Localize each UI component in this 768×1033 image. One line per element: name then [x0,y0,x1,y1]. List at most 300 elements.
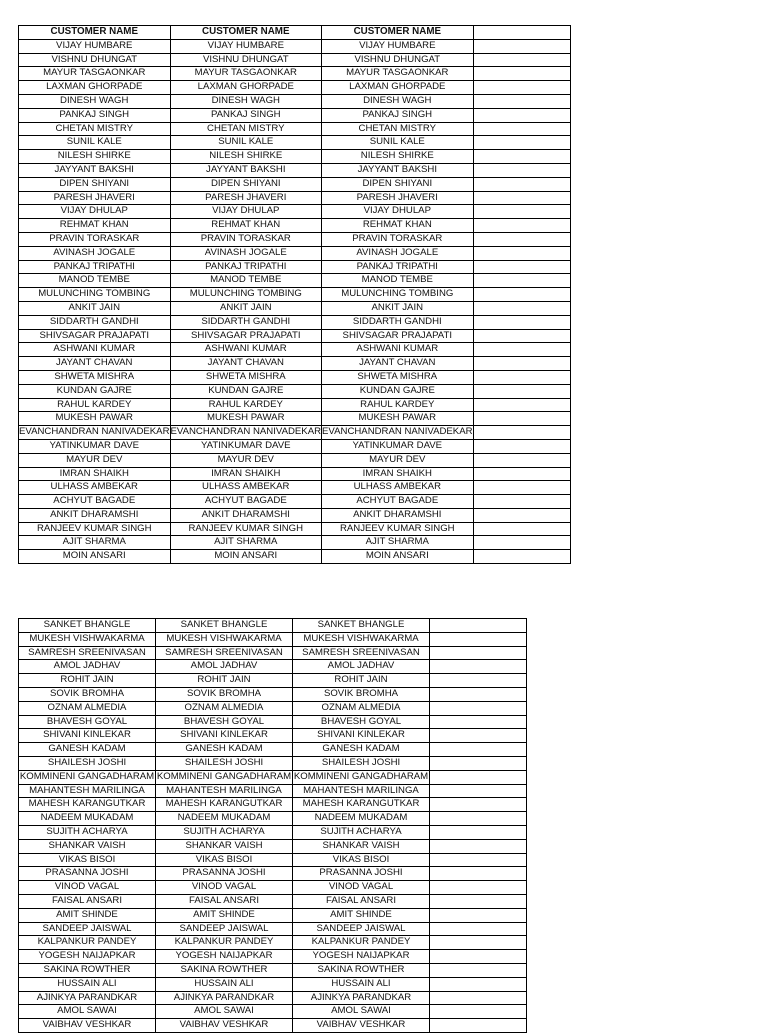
table-cell[interactable]: MAHANTESH MARILINGA [19,784,156,798]
table-cell[interactable]: KALPANKUR PANDEY [293,936,430,950]
table-cell[interactable]: MAHANTESH MARILINGA [293,784,430,798]
table-cell[interactable] [473,67,570,81]
table-cell[interactable]: AMIT SHINDE [19,908,156,922]
table-cell[interactable]: SHWETA MISHRA [19,370,171,384]
table-cell[interactable]: SHIVSAGAR PRAJAPATI [322,329,474,343]
table-cell[interactable]: ANKIT DHARAMSHI [19,508,171,522]
table-row [19,315,571,329]
table-cell[interactable]: PANKAJ SINGH [170,108,322,122]
table-cell[interactable]: YATINKUMAR DAVE [322,439,474,453]
table-cell[interactable]: ASHWANI KUMAR [19,343,171,357]
table-cell[interactable] [473,177,570,191]
table-cell[interactable]: VIJAY DHULAP [170,205,322,219]
table-cell[interactable]: CHETAN MISTRY [322,122,474,136]
table-cell[interactable] [473,163,570,177]
table-cell[interactable]: SHIVANI KINLEKAR [293,729,430,743]
table-cell[interactable] [473,426,570,440]
table-row [19,94,571,108]
table-cell[interactable]: MULUNCHING TOMBING [170,288,322,302]
table-row [19,177,571,191]
table-cell[interactable]: HUSSAIN ALI [19,977,156,991]
table-cell[interactable]: MULUNCHING TOMBING [19,288,171,302]
table-row [19,825,527,839]
table-cell[interactable]: MUKESH VISHWAKARMA [19,632,156,646]
table-cell[interactable]: MUKESH VISHWAKARMA [293,632,430,646]
table-cell[interactable] [473,412,570,426]
table-cell[interactable]: AMOL JADHAV [156,660,293,674]
table-cell[interactable] [473,150,570,164]
table-cell[interactable]: SANDEEP JAISWAL [156,922,293,936]
table-cell[interactable] [430,798,527,812]
table-cell[interactable] [473,122,570,136]
table-cell[interactable] [430,715,527,729]
table-cell[interactable]: MUKESH VISHWAKARMA [156,632,293,646]
table-cell[interactable] [473,495,570,509]
table-cell[interactable] [473,94,570,108]
table-cell[interactable]: SAMRESH SREENIVASAN [293,646,430,660]
table-cell[interactable] [430,867,527,881]
table-cell[interactable] [430,922,527,936]
table-cell[interactable]: RANJEEV KUMAR SINGH [322,522,474,536]
table-cell[interactable]: EVANCHANDRAN NANIVADEKAR [170,426,322,440]
table-cell[interactable]: REHMAT KHAN [19,219,171,233]
table-cell[interactable]: MOIN ANSARI [170,550,322,564]
table-cell[interactable] [473,343,570,357]
table-cell[interactable]: YATINKUMAR DAVE [19,439,171,453]
table-cell[interactable]: AMOL SAWAI [156,1005,293,1019]
table-cell[interactable]: KUNDAN GAJRE [170,384,322,398]
table-cell[interactable]: DIPEN SHIYANI [322,177,474,191]
table-cell[interactable]: PRAVIN TORASKAR [19,232,171,246]
table-row [19,122,571,136]
table-cell[interactable]: ULHASS AMBEKAR [170,481,322,495]
table-cell[interactable] [473,81,570,95]
table-cell[interactable]: VIJAY DHULAP [322,205,474,219]
table-cell[interactable]: SANKET BHANGLE [156,619,293,633]
table-cell[interactable]: VAIBHAV VESHKAR [156,1019,293,1033]
table-cell[interactable] [430,619,527,633]
table-row [19,1019,527,1033]
table-cell[interactable] [473,439,570,453]
table-cell[interactable]: SUJITH ACHARYA [293,825,430,839]
table-cell[interactable] [473,315,570,329]
table-row [19,384,571,398]
table-cell[interactable]: SOVIK BROMHA [19,687,156,701]
table-cell[interactable]: SUNIL KALE [322,136,474,150]
table-cell[interactable]: SAKINA ROWTHER [156,963,293,977]
table-cell[interactable]: SHWETA MISHRA [170,370,322,384]
table-cell[interactable]: MANOD TEMBE [19,274,171,288]
table-cell[interactable]: VISHNU DHUNGAT [322,53,474,67]
table-row [19,150,571,164]
table-cell[interactable]: VIJAY HUMBARE [19,39,171,53]
table-cell[interactable]: AMOL JADHAV [293,660,430,674]
table-row [19,481,571,495]
table-cell[interactable]: SANDEEP JAISWAL [19,922,156,936]
table-cell[interactable]: AJIT SHARMA [19,536,171,550]
table-cell[interactable] [473,550,570,564]
header-cell[interactable]: CUSTOMER NAME [322,26,474,40]
table-cell[interactable] [473,398,570,412]
table-cell[interactable] [473,536,570,550]
table-cell[interactable] [473,467,570,481]
table-cell[interactable]: PARESH JHAVERI [170,191,322,205]
table-cell[interactable] [473,191,570,205]
table-cell[interactable]: KUNDAN GAJRE [322,384,474,398]
table-cell[interactable]: SOVIK BROMHA [293,687,430,701]
table-cell[interactable]: GANESH KADAM [19,743,156,757]
table-cell[interactable]: MAHANTESH MARILINGA [156,784,293,798]
table-cell[interactable]: AJINKYA PARANDKAR [156,991,293,1005]
table-cell[interactable]: FAISAL ANSARI [19,894,156,908]
table-cell[interactable]: AJIT SHARMA [170,536,322,550]
table-cell[interactable] [430,646,527,660]
header-cell[interactable]: CUSTOMER NAME [170,26,322,40]
table-row [19,687,527,701]
table-cell[interactable]: JAYANT CHAVAN [322,357,474,371]
table-cell[interactable]: DIPEN SHIYANI [19,177,171,191]
table-cell[interactable]: VINOD VAGAL [19,881,156,895]
table-cell[interactable] [473,53,570,67]
table-cell[interactable]: DINESH WAGH [170,94,322,108]
table-cell[interactable]: JAYANT CHAVAN [19,357,171,371]
table-cell[interactable]: SAMRESH SREENIVASAN [19,646,156,660]
table-cell[interactable]: AJINKYA PARANDKAR [293,991,430,1005]
table-cell[interactable]: PRAVIN TORASKAR [322,232,474,246]
table-cell[interactable]: ULHASS AMBEKAR [322,481,474,495]
table-cell[interactable]: NADEEM MUKADAM [19,812,156,826]
table-cell[interactable]: SIDDARTH GANDHI [322,315,474,329]
table-cell[interactable]: MOIN ANSARI [322,550,474,564]
table-cell[interactable]: YOGESH NAIJAPKAR [19,950,156,964]
table-cell[interactable] [430,825,527,839]
table-cell[interactable] [473,508,570,522]
customer-table-1 [18,25,571,564]
table-cell[interactable] [473,205,570,219]
table-cell[interactable]: RAHUL KARDEY [322,398,474,412]
table-row [19,660,527,674]
table-cell[interactable]: PRASANNA JOSHI [293,867,430,881]
table-cell[interactable]: IMRAN SHAIKH [19,467,171,481]
table-cell[interactable]: VIJAY HUMBARE [322,39,474,53]
table-cell[interactable] [473,232,570,246]
table-cell[interactable]: KOMMINENI GANGADHARAM [19,770,156,784]
table-cell[interactable]: PANKAJ TRIPATHI [322,260,474,274]
table-cell[interactable]: AMOL SAWAI [293,1005,430,1019]
table-row [19,412,571,426]
table-cell[interactable] [430,963,527,977]
table-cell[interactable] [473,370,570,384]
table-cell[interactable]: MAYUR DEV [170,453,322,467]
table-row [19,963,527,977]
table-cell[interactable]: SUJITH ACHARYA [156,825,293,839]
table-cell[interactable] [473,136,570,150]
table-cell[interactable]: AMOL JADHAV [19,660,156,674]
table-cell[interactable] [430,770,527,784]
table-cell[interactable] [473,481,570,495]
table-cell[interactable] [430,936,527,950]
table-cell[interactable]: SOVIK BROMHA [156,687,293,701]
table-cell[interactable]: VINOD VAGAL [156,881,293,895]
table-cell[interactable]: SAKINA ROWTHER [293,963,430,977]
table-cell[interactable]: MUKESH PAWAR [19,412,171,426]
table-cell[interactable] [473,108,570,122]
table-cell[interactable]: MAHESH KARANGUTKAR [156,798,293,812]
table-cell[interactable]: VIKAS BISOI [293,853,430,867]
table-cell[interactable] [473,384,570,398]
table-cell[interactable]: VIJAY DHULAP [19,205,171,219]
table-cell[interactable]: AVINASH JOGALE [170,246,322,260]
table-cell[interactable]: YOGESH NAIJAPKAR [156,950,293,964]
table-cell[interactable]: NILESH SHIRKE [322,150,474,164]
table-cell[interactable]: KALPANKUR PANDEY [19,936,156,950]
table-cell[interactable]: KOMMINENI GANGADHARAM [156,770,293,784]
table-cell[interactable]: CHETAN MISTRY [170,122,322,136]
table-cell[interactable]: JAYYANT BAKSHI [170,163,322,177]
table-cell[interactable]: SHIVANI KINLEKAR [19,729,156,743]
header-cell[interactable] [473,26,570,40]
table-cell[interactable]: KUNDAN GAJRE [19,384,171,398]
table-cell[interactable]: PARESH JHAVERI [322,191,474,205]
table-cell[interactable] [430,812,527,826]
table-cell[interactable]: VAIBHAV VESHKAR [293,1019,430,1033]
table-cell[interactable]: HUSSAIN ALI [293,977,430,991]
table-row [19,922,527,936]
table-cell[interactable]: NADEEM MUKADAM [293,812,430,826]
table-cell[interactable]: VISHNU DHUNGAT [19,53,171,67]
table-row [19,39,571,53]
table-cell[interactable]: ACHYUT BAGADE [170,495,322,509]
table-cell[interactable] [473,246,570,260]
table-cell[interactable]: SHAILESH JOSHI [156,756,293,770]
table-cell[interactable] [473,522,570,536]
table-cell[interactable]: MANOD TEMBE [322,274,474,288]
table-cell[interactable]: VAIBHAV VESHKAR [19,1019,156,1033]
table-cell[interactable]: BHAVESH GOYAL [156,715,293,729]
table-cell[interactable]: SAMRESH SREENIVASAN [156,646,293,660]
table-cell[interactable]: SHANKAR VAISH [156,839,293,853]
table-cell[interactable]: MUKESH PAWAR [170,412,322,426]
table-cell[interactable]: ASHWANI KUMAR [170,343,322,357]
table-cell[interactable] [430,632,527,646]
table-cell[interactable]: ROHIT JAIN [156,674,293,688]
table-cell[interactable]: LAXMAN GHORPADE [322,81,474,95]
table-cell[interactable]: SAKINA ROWTHER [19,963,156,977]
table-cell[interactable]: SHIVANI KINLEKAR [156,729,293,743]
table-cell[interactable]: EVANCHANDRAN NANIVADEKAR [19,426,171,440]
table-cell[interactable]: SANKET BHANGLE [293,619,430,633]
table-cell[interactable] [473,329,570,343]
table-cell[interactable]: SUJITH ACHARYA [19,825,156,839]
table-cell[interactable]: VIJAY HUMBARE [170,39,322,53]
table-cell[interactable]: OZNAM ALMEDIA [293,701,430,715]
table-cell[interactable]: EVANCHANDRAN NANIVADEKAR [322,426,474,440]
table-cell[interactable]: MAYUR DEV [322,453,474,467]
table-cell[interactable] [430,894,527,908]
table-cell[interactable]: SIDDARTH GANDHI [170,315,322,329]
table-cell[interactable]: JAYANT CHAVAN [170,357,322,371]
table-cell[interactable] [430,729,527,743]
table-cell[interactable] [473,274,570,288]
table-cell[interactable]: KOMMINENI GANGADHARAM [293,770,430,784]
table-row [19,136,571,150]
table-cell[interactable] [430,853,527,867]
table-cell[interactable] [430,977,527,991]
table-cell[interactable]: PANKAJ SINGH [19,108,171,122]
table-cell[interactable]: LAXMAN GHORPADE [19,81,171,95]
table-cell[interactable]: SHIVSAGAR PRAJAPATI [19,329,171,343]
table-cell[interactable]: GANESH KADAM [156,743,293,757]
table-cell[interactable] [430,701,527,715]
table-cell[interactable]: SANDEEP JAISWAL [293,922,430,936]
table-cell[interactable]: FAISAL ANSARI [293,894,430,908]
table-cell[interactable]: REHMAT KHAN [170,219,322,233]
table-cell[interactable]: ROHIT JAIN [293,674,430,688]
table-cell[interactable]: SHAILESH JOSHI [19,756,156,770]
table-cell[interactable]: BHAVESH GOYAL [293,715,430,729]
table-cell[interactable]: MOIN ANSARI [19,550,171,564]
table-cell[interactable] [473,357,570,371]
table-cell[interactable]: PANKAJ TRIPATHI [170,260,322,274]
table-cell[interactable]: AJIT SHARMA [322,536,474,550]
table-cell[interactable]: IMRAN SHAIKH [322,467,474,481]
table-cell[interactable]: KALPANKUR PANDEY [156,936,293,950]
table-cell[interactable]: ASHWANI KUMAR [322,343,474,357]
table-cell[interactable]: MUKESH PAWAR [322,412,474,426]
table-cell[interactable]: SHAILESH JOSHI [293,756,430,770]
table-row [19,343,571,357]
table-cell[interactable]: MAYUR TASGAONKAR [170,67,322,81]
table-cell[interactable]: SANKET BHANGLE [19,619,156,633]
table-cell[interactable]: ANKIT JAIN [19,301,171,315]
table-cell[interactable] [473,219,570,233]
table-cell[interactable]: VIKAS BISOI [19,853,156,867]
table-cell[interactable] [430,991,527,1005]
table-cell[interactable]: MAYUR DEV [19,453,171,467]
table-cell[interactable] [430,881,527,895]
table-cell[interactable] [430,908,527,922]
table-cell[interactable] [430,674,527,688]
table-cell[interactable]: YOGESH NAIJAPKAR [293,950,430,964]
table-cell[interactable]: IMRAN SHAIKH [170,467,322,481]
table-cell[interactable]: ACHYUT BAGADE [19,495,171,509]
table-cell[interactable]: RANJEEV KUMAR SINGH [19,522,171,536]
table-row [19,715,527,729]
table-cell[interactable]: RAHUL KARDEY [170,398,322,412]
table-cell[interactable]: MANOD TEMBE [170,274,322,288]
table-row [19,191,571,205]
table-cell[interactable]: OZNAM ALMEDIA [19,701,156,715]
table-cell[interactable] [430,1005,527,1019]
table-row [19,936,527,950]
table-cell[interactable]: NILESH SHIRKE [170,150,322,164]
table-cell[interactable]: SUNIL KALE [19,136,171,150]
table-cell[interactable] [473,453,570,467]
table-cell[interactable]: AVINASH JOGALE [322,246,474,260]
table-row [19,495,571,509]
table-cell[interactable] [473,39,570,53]
table-cell[interactable]: ANKIT JAIN [170,301,322,315]
table-cell[interactable]: MAYUR TASGAONKAR [322,67,474,81]
table-cell[interactable]: SUNIL KALE [170,136,322,150]
table-cell[interactable]: REHMAT KHAN [322,219,474,233]
table-cell[interactable]: VISHNU DHUNGAT [170,53,322,67]
table-cell[interactable]: SHANKAR VAISH [293,839,430,853]
table-cell[interactable]: MAYUR TASGAONKAR [19,67,171,81]
table-cell[interactable] [430,950,527,964]
header-cell[interactable]: CUSTOMER NAME [19,26,171,40]
table-cell[interactable]: MAHESH KARANGUTKAR [293,798,430,812]
table-cell[interactable]: RAHUL KARDEY [19,398,171,412]
table-cell[interactable]: ULHASS AMBEKAR [19,481,171,495]
table-cell[interactable] [430,743,527,757]
table-cell[interactable]: MAHESH KARANGUTKAR [19,798,156,812]
table-cell[interactable]: HUSSAIN ALI [156,977,293,991]
table-cell[interactable]: ROHIT JAIN [19,674,156,688]
table-cell[interactable]: PANKAJ SINGH [322,108,474,122]
table-cell[interactable]: DINESH WAGH [19,94,171,108]
table-cell[interactable]: JAYYANT BAKSHI [322,163,474,177]
table-cell[interactable]: VINOD VAGAL [293,881,430,895]
table-cell[interactable]: AMIT SHINDE [156,908,293,922]
table-cell[interactable]: ANKIT DHARAMSHI [170,508,322,522]
table-cell[interactable]: AMOL SAWAI [19,1005,156,1019]
table-cell[interactable] [430,660,527,674]
table-cell[interactable]: AMIT SHINDE [293,908,430,922]
table-cell[interactable]: DIPEN SHIYANI [170,177,322,191]
table-cell[interactable] [430,839,527,853]
table-cell[interactable] [430,756,527,770]
table-cell[interactable]: AVINASH JOGALE [19,246,171,260]
table-row [19,646,527,660]
table-cell[interactable]: NADEEM MUKADAM [156,812,293,826]
table-cell[interactable] [473,260,570,274]
table-cell[interactable]: PRASANNA JOSHI [19,867,156,881]
table-cell[interactable]: YATINKUMAR DAVE [170,439,322,453]
table-cell[interactable]: ACHYUT BAGADE [322,495,474,509]
table-cell[interactable]: SHANKAR VAISH [19,839,156,853]
table-cell[interactable]: AJINKYA PARANDKAR [19,991,156,1005]
table-cell[interactable] [430,784,527,798]
table-cell[interactable] [430,687,527,701]
table-cell[interactable]: FAISAL ANSARI [156,894,293,908]
table-cell[interactable]: PARESH JHAVERI [19,191,171,205]
table-cell[interactable]: VIKAS BISOI [156,853,293,867]
table-cell[interactable]: ANKIT DHARAMSHI [322,508,474,522]
table-cell[interactable]: JAYYANT BAKSHI [19,163,171,177]
table-row [19,467,571,481]
table-cell[interactable]: OZNAM ALMEDIA [156,701,293,715]
table-cell[interactable]: PRASANNA JOSHI [156,867,293,881]
table-cell[interactable]: RANJEEV KUMAR SINGH [170,522,322,536]
table-cell[interactable] [473,301,570,315]
table-cell[interactable]: DINESH WAGH [322,94,474,108]
table-cell[interactable]: PRAVIN TORASKAR [170,232,322,246]
table-cell[interactable] [473,288,570,302]
table-cell[interactable]: NILESH SHIRKE [19,150,171,164]
table-cell[interactable]: SHWETA MISHRA [322,370,474,384]
table-cell[interactable]: PANKAJ TRIPATHI [19,260,171,274]
table-cell[interactable]: CHETAN MISTRY [19,122,171,136]
table-cell[interactable]: SIDDARTH GANDHI [19,315,171,329]
table-cell[interactable]: MULUNCHING TOMBING [322,288,474,302]
table-cell[interactable]: LAXMAN GHORPADE [170,81,322,95]
table-cell[interactable] [430,1019,527,1033]
table-cell[interactable]: SHIVSAGAR PRAJAPATI [170,329,322,343]
table-cell[interactable]: GANESH KADAM [293,743,430,757]
table-cell[interactable]: ANKIT JAIN [322,301,474,315]
table-cell[interactable]: BHAVESH GOYAL [19,715,156,729]
